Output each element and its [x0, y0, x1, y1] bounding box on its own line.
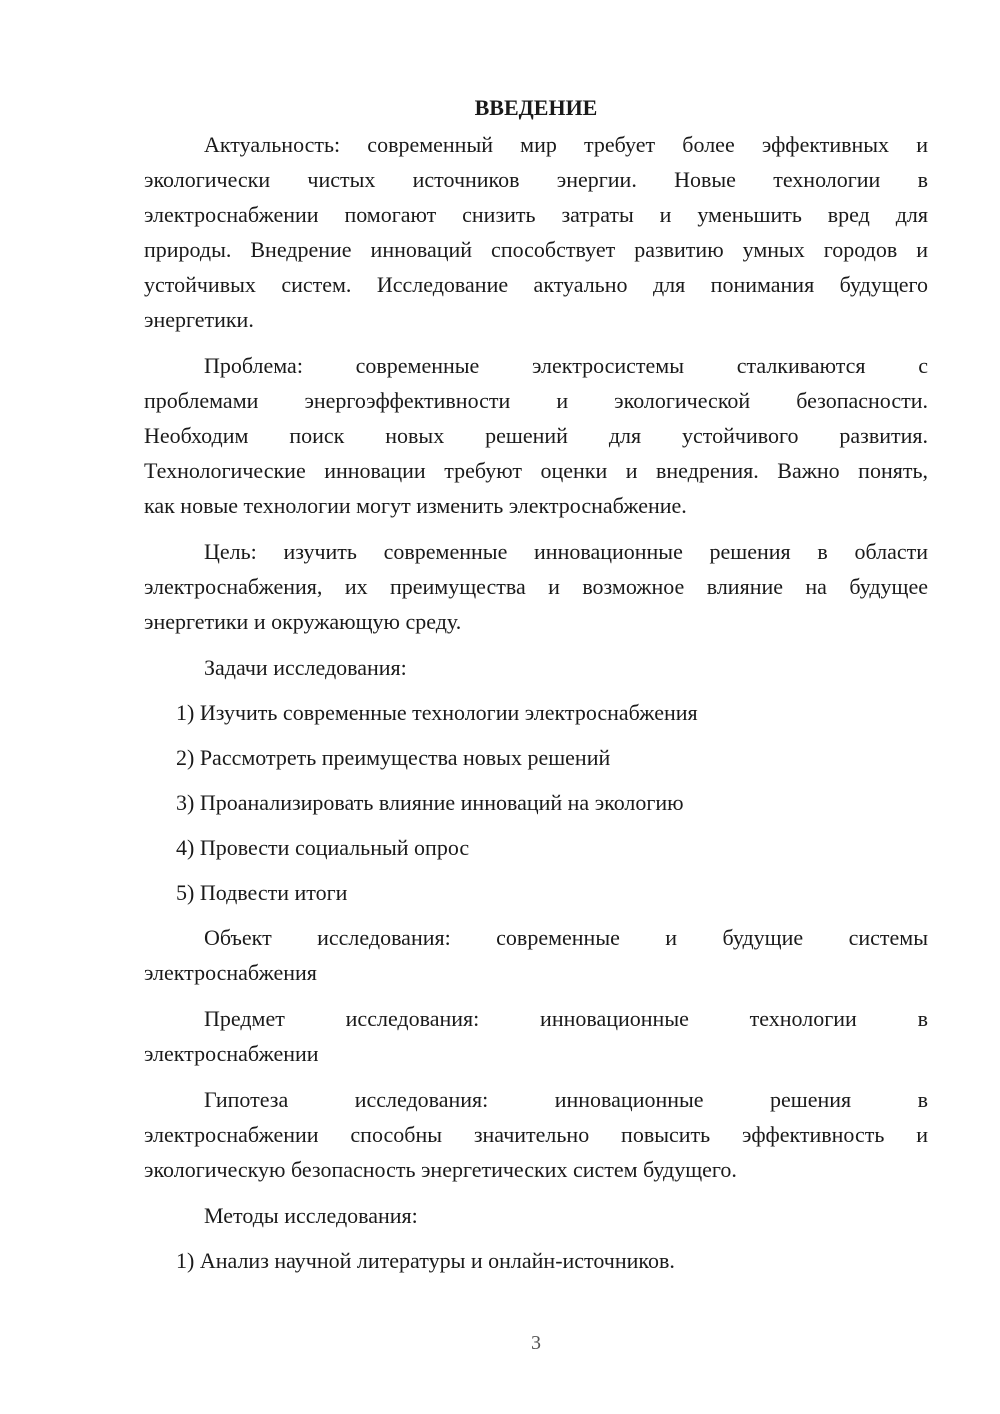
paragraph-line: Цель: изучить современные инновационные решения в области [204, 539, 928, 564]
goal-paragraph [144, 534, 928, 639]
paragraph-line: устойчивых систем. Исследование актуально для понимания будущего [144, 272, 928, 297]
paragraph-line: электроснабжения, их преимущества и возможное влияние на будущее [144, 574, 928, 599]
paragraph-line: Объект исследования: современные и будущие системы [204, 925, 928, 950]
paragraph-line: Проблема: современные электросистемы сталкиваются с [204, 353, 928, 378]
paragraph-line: как новые технологии могут изменить электроснабжение. [144, 493, 687, 518]
methods-list [144, 1243, 928, 1278]
object-paragraph [144, 920, 928, 990]
paragraph-line: электроснабжении помогают снизить затраты и уменьшить вред для [144, 202, 928, 227]
tasks-heading: Задачи исследования: [204, 655, 407, 680]
paragraph-line: проблемами энергоэффективности и экологической безопасности. [144, 388, 928, 413]
paragraph-line: Гипотеза исследования: инновационные решения в [204, 1087, 928, 1112]
page-title: ВВЕДЕНИЕ [474, 95, 598, 120]
list-item: 3) Проанализировать влияние инноваций на экологию [176, 790, 684, 815]
paragraph-line: Технологические инновации требуют оценки и внедрения. Важно понять, [144, 458, 928, 483]
list-item: 5) Подвести итоги [176, 880, 348, 905]
relevance-paragraph [144, 127, 928, 337]
paragraph-line: энергетики и окружающую среду. [144, 609, 462, 634]
hypothesis-paragraph [144, 1082, 928, 1187]
list-item: 1) Анализ научной литературы и онлайн-источников. [176, 1248, 675, 1273]
list-item: 2) Рассмотреть преимущества новых решений [176, 745, 611, 770]
paragraph-line: Предмет исследования: инновационные технологии в [204, 1006, 928, 1031]
document-body [144, 90, 928, 1288]
list-item: 1) Изучить современные технологии электроснабжения [176, 700, 698, 725]
page-number: 3 [531, 1332, 541, 1354]
subject-paragraph [144, 1001, 928, 1071]
problem-paragraph [144, 348, 928, 523]
paragraph-line: Актуальность: современный мир требует более эффективных и [204, 132, 928, 157]
list-item: 4) Провести социальный опрос [176, 835, 470, 860]
paragraph-line: энергетики. [144, 307, 254, 332]
paragraph-line: электроснабжения [144, 960, 317, 985]
paragraph-line: природы. Внедрение инноваций способствует развитию умных городов и [144, 237, 928, 262]
methods-heading: Методы исследования: [204, 1203, 418, 1228]
paragraph-line: экологически чистых источников энергии. Новые технологии в [144, 167, 928, 192]
paragraph-line: экологическую безопасность энергетических систем будущего. [144, 1157, 737, 1182]
paragraph-line: электроснабжении [144, 1041, 319, 1066]
tasks-list [144, 695, 928, 910]
paragraph-line: Необходим поиск новых решений для устойчивого развития. [144, 423, 928, 448]
paragraph-line: электроснабжении способны значительно повысить эффективность и [144, 1122, 928, 1147]
